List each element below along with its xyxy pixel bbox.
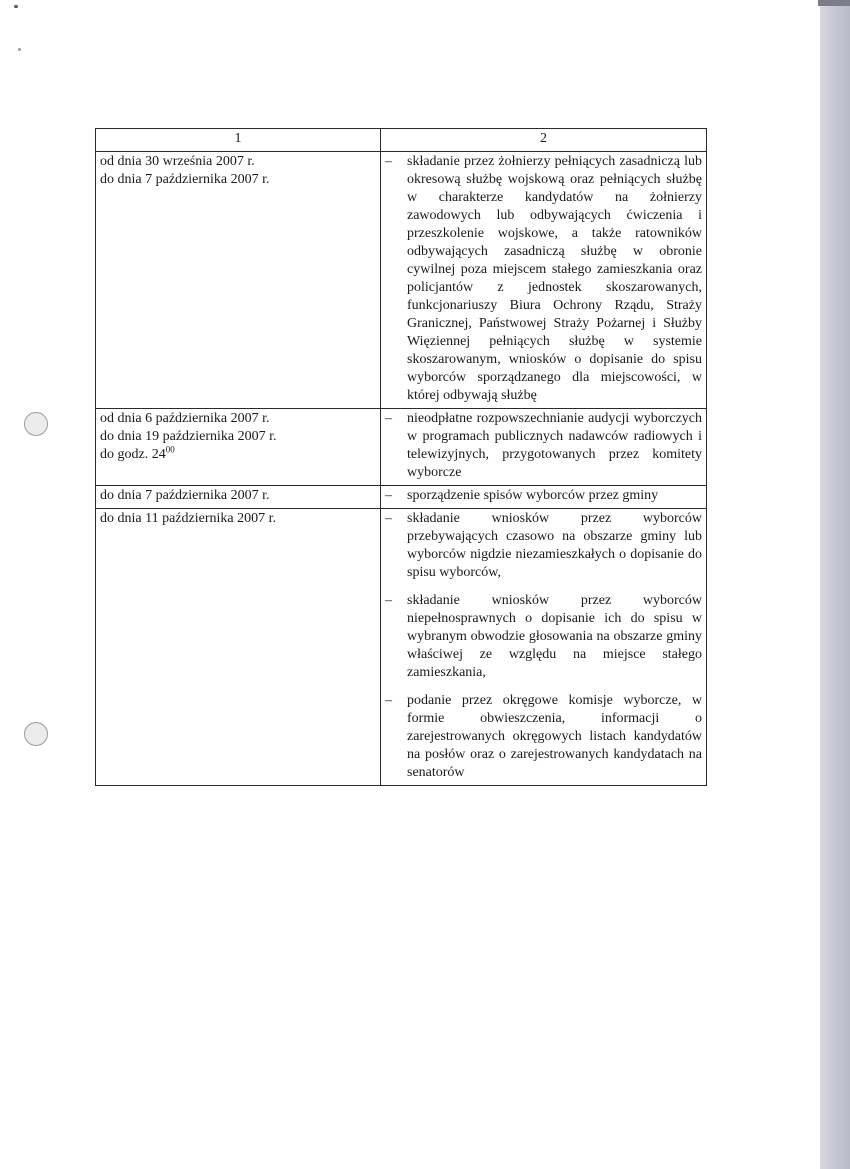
table-row bbox=[96, 509, 707, 786]
date-line: do dnia 7 października 2007 r. bbox=[100, 172, 270, 187]
activity-cell bbox=[381, 409, 707, 486]
activity-text: składanie wniosków przez wyborców przebywających czasowo na obszarze gminy lub wyborców nigdzie niezamieszkałych o dopisanie do spisu wyborców, bbox=[407, 511, 702, 580]
date-line: od dnia 30 września 2007 r. bbox=[100, 154, 255, 169]
activity-text: podanie przez okręgowe komisje wyborcze, w formie obwieszczenia, informacji o zarejestrowanych okręgowych listach kandydatów na posłów oraz o zarejestrowanych kandydatach na senatorów bbox=[407, 693, 702, 780]
dash-bullet: – bbox=[385, 154, 392, 169]
date-cell bbox=[96, 152, 381, 409]
dash-bullet: – bbox=[385, 593, 392, 608]
date-line: do dnia 7 października 2007 r. bbox=[100, 488, 270, 503]
list-item bbox=[385, 487, 702, 505]
activity-cell bbox=[381, 486, 707, 509]
list-item bbox=[385, 692, 702, 782]
activity-cell bbox=[381, 152, 707, 409]
date-cell bbox=[96, 509, 381, 786]
date-line: do dnia 19 października 2007 r. bbox=[100, 429, 277, 444]
activity-text: nieodpłatne rozpowszechnianie audycji wyborczych w programach publicznych nadawców radiowych i telewizyjnych, przygotowanych przez komitety wyborcze bbox=[407, 411, 702, 480]
date-cell bbox=[96, 486, 381, 509]
list-item bbox=[385, 410, 702, 482]
punch-hole-upper bbox=[24, 412, 48, 436]
list-item bbox=[385, 153, 702, 405]
punch-hole-lower bbox=[24, 722, 48, 746]
dash-bullet: – bbox=[385, 693, 392, 708]
scan-speck bbox=[18, 48, 21, 51]
column-header-1: 1 bbox=[96, 129, 381, 152]
activity-text: składanie wniosków przez wyborców niepełnosprawnych o dopisanie ich do spisu w wybranym obwodzie głosowania na obszarze gminy właściwej ze względu na miejsce stałego zamieszkania, bbox=[407, 593, 702, 680]
scanner-edge-top bbox=[818, 0, 850, 6]
table-row bbox=[96, 409, 707, 486]
date-line: od dnia 6 października 2007 r. bbox=[100, 411, 270, 426]
time-prefix: do godz. 24 bbox=[100, 447, 166, 462]
activity-cell bbox=[381, 509, 707, 786]
time-line bbox=[100, 446, 376, 464]
list-item bbox=[385, 592, 702, 682]
scan-speck bbox=[14, 5, 18, 8]
column-header-2: 2 bbox=[381, 129, 707, 152]
scanner-edge bbox=[820, 0, 850, 1169]
time-superscript: 00 bbox=[165, 444, 175, 455]
activity-text: sporządzenie spisów wyborców przez gminy bbox=[407, 488, 659, 503]
table-header-row bbox=[96, 129, 707, 152]
dash-bullet: – bbox=[385, 488, 392, 503]
date-line: do dnia 11 października 2007 r. bbox=[100, 511, 276, 526]
dash-bullet: – bbox=[385, 511, 392, 526]
table-row bbox=[96, 486, 707, 509]
election-schedule-table bbox=[95, 128, 707, 786]
dash-bullet: – bbox=[385, 411, 392, 426]
date-cell bbox=[96, 409, 381, 486]
activity-text: składanie przez żołnierzy pełniących zasadniczą lub okresową służbę wojskową oraz pełniących służbę w charakterze kandydatów na żołnierzy zawodowych lub odbywających ćwiczenia i przeszkolenie wojskowe, a także ratowników odbywających zasadniczą służbę w obronie cywilnej poza miejscem stałego zamieszkania oraz policjantów z jednostek skoszarowanych, funkcjonariuszy Biura Ochrony Rządu, Straży Granicznej, Państwowej Straży Pożarnej i Służby Więziennej pełniących służbę w systemie skoszarowanym, wniosków o dopisanie do spisu wyborców sporządzanego dla miejscowości, w której odbywają służbę bbox=[407, 154, 702, 403]
table-row bbox=[96, 152, 707, 409]
list-item bbox=[385, 510, 702, 582]
